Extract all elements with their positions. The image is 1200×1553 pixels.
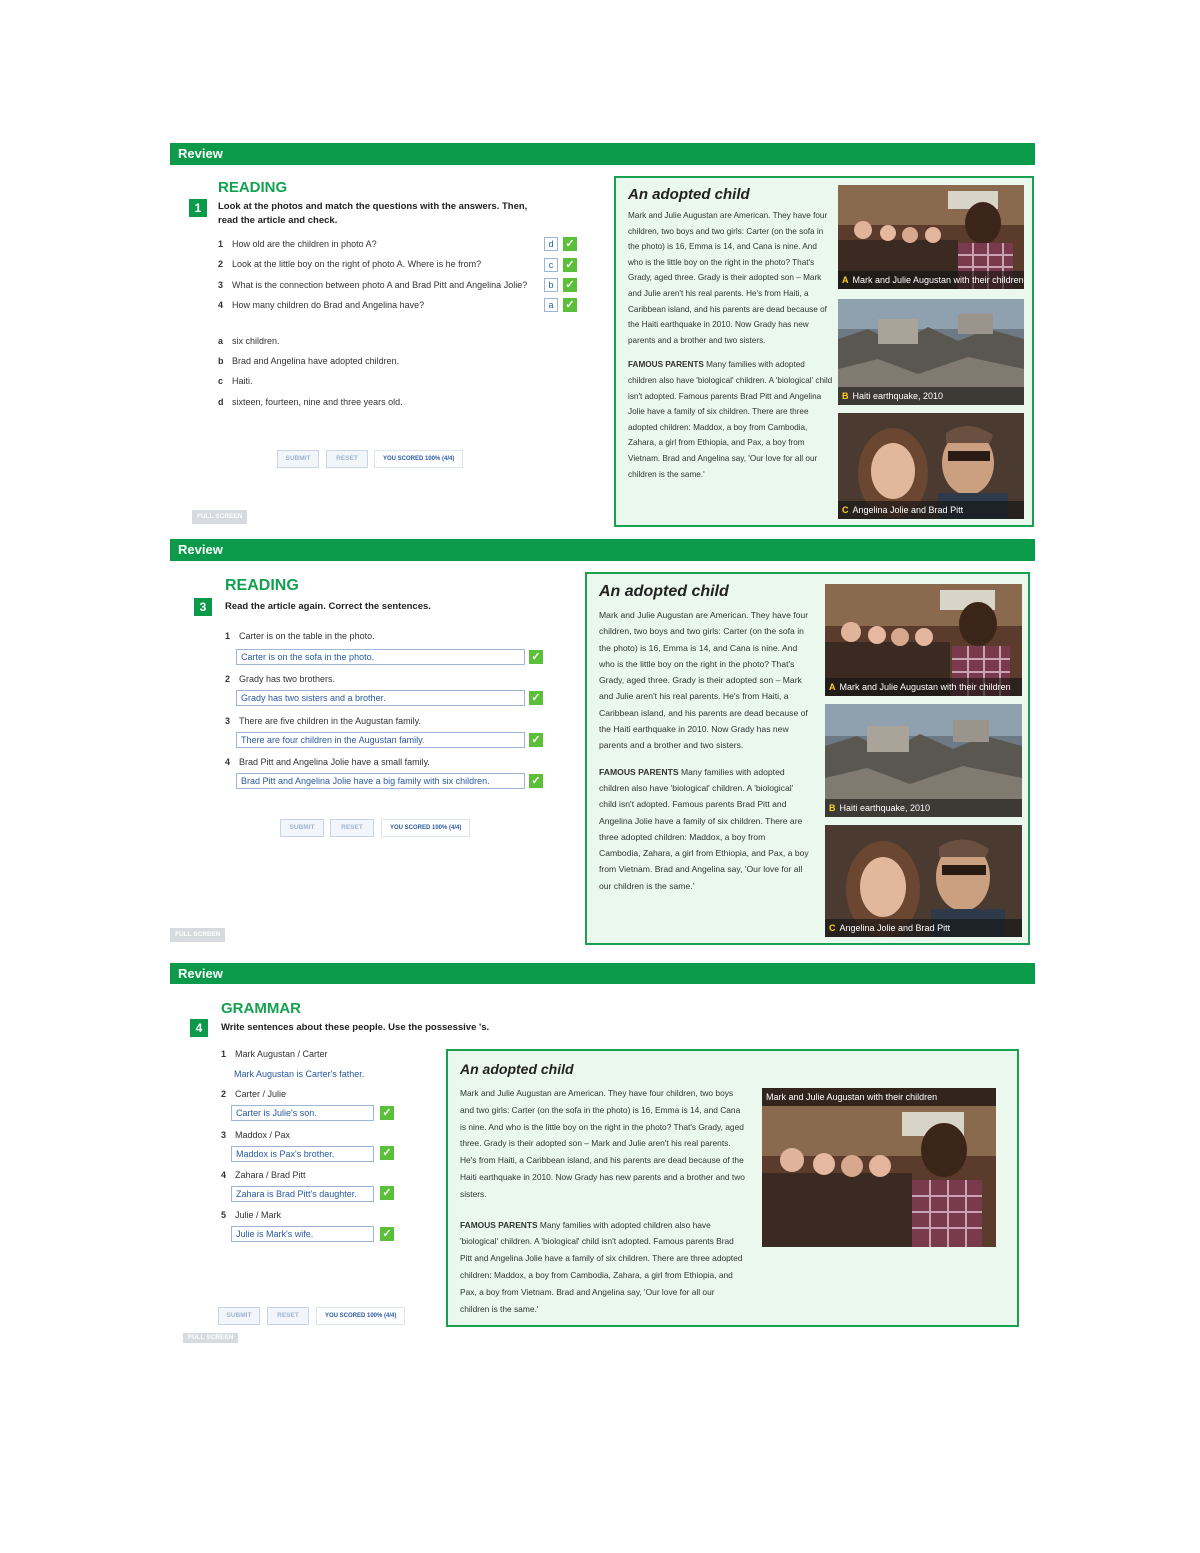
photo-caption: C Angelina Jolie and Brad Pitt xyxy=(838,501,1024,519)
full-screen-button[interactable]: FULL SCREEN xyxy=(192,510,247,524)
score-label: YOU SCORED 100% (4/4) xyxy=(316,1307,405,1325)
answer-field-3[interactable]: There are four children in the Augustan family. xyxy=(236,732,525,748)
check-icon: ✓ xyxy=(563,237,577,251)
photo-caption: A Mark and Julie Augustan with their children xyxy=(825,678,1022,696)
item-4-prompt: 4 Brad Pitt and Angelina Jolie have a small family. xyxy=(225,757,430,767)
photo-a xyxy=(825,584,1022,696)
exercise-instruction: Read the article again. Correct the sentences. xyxy=(225,601,431,612)
full-screen-button[interactable]: FULL SCREEN xyxy=(170,928,225,942)
photo-a xyxy=(762,1088,996,1247)
answer-box-3[interactable]: b xyxy=(544,278,558,292)
item-1-prompt: 1 Mark Augustan / Carter xyxy=(221,1049,328,1059)
item-2-prompt: 2 Grady has two brothers. xyxy=(225,674,336,684)
exercise-number: 3 xyxy=(194,598,212,616)
check-icon: ✓ xyxy=(563,298,577,312)
review-bar: Review xyxy=(170,143,1035,165)
reset-button[interactable]: RESET xyxy=(267,1307,309,1325)
score-label: YOU SCORED 100% (4/4) xyxy=(381,819,470,837)
item-3-prompt: 3 There are five children in the Augustan family. xyxy=(225,716,421,726)
exercise-instruction: Look at the photos and match the questions with the answers. Then, read the article and check. xyxy=(218,201,528,226)
score-label: YOU SCORED 100% (4/4) xyxy=(374,450,463,468)
answer-box-2[interactable]: c xyxy=(544,258,558,272)
article-title: An adopted child xyxy=(460,1061,574,1077)
photo-b xyxy=(838,299,1024,405)
check-icon: ✓ xyxy=(380,1227,394,1241)
option-a: a six children. xyxy=(218,336,280,346)
submit-button[interactable]: SUBMIT xyxy=(218,1307,260,1325)
exercise-number: 4 xyxy=(190,1019,208,1037)
article-body: Mark and Julie Augustan are American. They have four children, two boys and two girls: Carter (on the sofa in the photo) is 16, Emma is 14, and Cana is nine. And who is the little boy on the right in the photo? That's Grady, aged three. Grady is their adopted son – Mark and Julie aren't his real parents. He's from Haiti, a Caribbean island, and his parents are dead because of the Haiti earthquake in 2010. Now Grady has new parents and a brother and two sisters. FAMOUS PARENTS Many families with adopted children also have 'biological' children. A 'biological' child isn't adopted. Famous parents Brad Pitt and Angelina Jolie have a family of six children. There are three adopted children: Maddox, a boy from Cambodia, Zahara, a girl from Ethiopia, and Pax, a boy from Vietnam. Brad and Angelina say, 'Our love for all our children is the same.' xyxy=(599,610,809,891)
example-answer: Mark Augustan is Carter's father. xyxy=(234,1069,365,1079)
photo-caption: C Angelina Jolie and Brad Pitt xyxy=(825,919,1022,937)
photo-caption: A Mark and Julie Augustan with their children xyxy=(838,271,1024,289)
check-icon: ✓ xyxy=(380,1186,394,1200)
question-4: 4 How many children do Brad and Angelina have? xyxy=(218,300,425,310)
article-body: Mark and Julie Augustan are American. They have four children, two boys and two girls: Carter (on the sofa in the photo) is 16, Emma is 14, and Cana is nine. And who is the little boy on the right in the photo? That's Grady, aged three. Grady is their adopted son – Mark and Julie aren't his real parents. He's from Haiti, a Caribbean island, and his parents are dead because of the Haiti earthquake in 2010. Now Grady has new parents and a brother and two sisters. FAMOUS PARENTS Many families with adopted children also have 'biological' children. A 'biological' child isn't adopted. Famous parents Brad Pitt and Angelina Jolie have a family of six children. There are three adopted children: Maddox, a boy from Cambodia, Zahara, a girl from Ethiopia, and Pax, a boy from Vietnam. Brad and Angelina say, 'Our love for all our children is the same.' xyxy=(460,1088,745,1314)
photo-c xyxy=(838,413,1024,519)
check-icon: ✓ xyxy=(529,650,543,664)
item-1-prompt: 1 Carter is on the table in the photo. xyxy=(225,631,375,641)
article-body: Mark and Julie Augustan are American. They have four children, two boys and two girls: Carter (on the sofa in the photo) is 16, Emma is 14, and Cana is nine. And who is the little boy on the right in the photo? That's Grady, aged three. Grady is their adopted son – Mark and Julie aren't his real parents. He's from Haiti, a Caribbean island, and his parents are dead because of the Haiti earthquake in 2010. Now Grady has new parents and a brother and two sisters. FAMOUS PARENTS Many families with adopted children also have 'biological' children. A 'biological' child isn't adopted. Famous parents Brad Pitt and Angelina Jolie have a family of six children. There are three adopted children: Maddox, a boy from Cambodia, Zahara, a girl from Ethiopia, and Pax, a boy from Vietnam. Brad and Angelina say, 'Our love for all our children is the same.' xyxy=(628,211,833,479)
photo-a xyxy=(838,185,1024,289)
check-icon: ✓ xyxy=(529,691,543,705)
answer-field-2[interactable]: Carter is Julie's son. xyxy=(231,1105,374,1121)
section-heading: GRAMMAR xyxy=(221,1000,301,1017)
reset-button[interactable]: RESET xyxy=(330,819,374,837)
option-b: b Brad and Angelina have adopted children. xyxy=(218,356,400,366)
answer-field-1[interactable]: Carter is on the sofa in the photo. xyxy=(236,649,525,665)
check-icon: ✓ xyxy=(563,258,577,272)
question-3: 3 What is the connection between photo A and Brad Pitt and Angelina Jolie? xyxy=(218,280,528,290)
section-heading: READING xyxy=(218,179,288,196)
exercise-instruction: Write sentences about these people. Use the possessive 's. xyxy=(221,1022,490,1033)
article-title: An adopted child xyxy=(599,583,729,600)
photo-c xyxy=(825,825,1022,937)
submit-button[interactable]: SUBMIT xyxy=(280,819,324,837)
exercise-number: 1 xyxy=(189,199,207,217)
answer-box-1[interactable]: d xyxy=(544,237,558,251)
submit-button[interactable]: SUBMIT xyxy=(277,450,319,468)
article-title: An adopted child xyxy=(628,186,750,203)
item-2-prompt: 2 Carter / Julie xyxy=(221,1089,287,1099)
check-icon: ✓ xyxy=(563,278,577,292)
item-3-prompt: 3 Maddox / Pax xyxy=(221,1130,291,1140)
article-box xyxy=(446,1049,1019,1327)
answer-field-5[interactable]: Julie is Mark's wife. xyxy=(231,1226,374,1242)
photo-caption: B Haiti earthquake, 2010 xyxy=(838,387,1024,405)
check-icon: ✓ xyxy=(380,1146,394,1160)
answer-box-4[interactable]: a xyxy=(544,298,558,312)
answer-field-4[interactable]: Brad Pitt and Angelina Jolie have a big family with six children. xyxy=(236,773,525,789)
article-box xyxy=(614,176,1034,527)
photo-caption: Mark and Julie Augustan with their children xyxy=(762,1088,996,1106)
question-1: 1 How old are the children in photo A? xyxy=(218,239,377,249)
check-icon: ✓ xyxy=(529,733,543,747)
photo-caption: B Haiti earthquake, 2010 xyxy=(825,799,1022,817)
check-icon: ✓ xyxy=(380,1106,394,1120)
option-d: d sixteen, fourteen, nine and three years old. xyxy=(218,397,403,407)
question-2: 2 Look at the little boy on the right of photo A. Where is he from? xyxy=(218,259,482,269)
answer-field-2[interactable]: Grady has two sisters and a brother. xyxy=(236,690,525,706)
section-heading: READING xyxy=(225,577,299,594)
review-bar: Review xyxy=(170,963,1035,984)
reset-button[interactable]: RESET xyxy=(326,450,368,468)
full-screen-button[interactable]: FULL SCREEN xyxy=(183,1333,238,1343)
option-c: c Haiti. xyxy=(218,376,253,386)
item-5-prompt: 5 Julie / Mark xyxy=(221,1210,282,1220)
answer-field-3[interactable]: Maddox is Pax's brother. xyxy=(231,1146,374,1162)
review-bar: Review xyxy=(170,539,1035,561)
item-4-prompt: 4 Zahara / Brad Pitt xyxy=(221,1170,306,1180)
photo-b xyxy=(825,704,1022,817)
answer-field-4[interactable]: Zahara is Brad Pitt's daughter. xyxy=(231,1186,374,1202)
article-box xyxy=(585,572,1030,945)
check-icon: ✓ xyxy=(529,774,543,788)
